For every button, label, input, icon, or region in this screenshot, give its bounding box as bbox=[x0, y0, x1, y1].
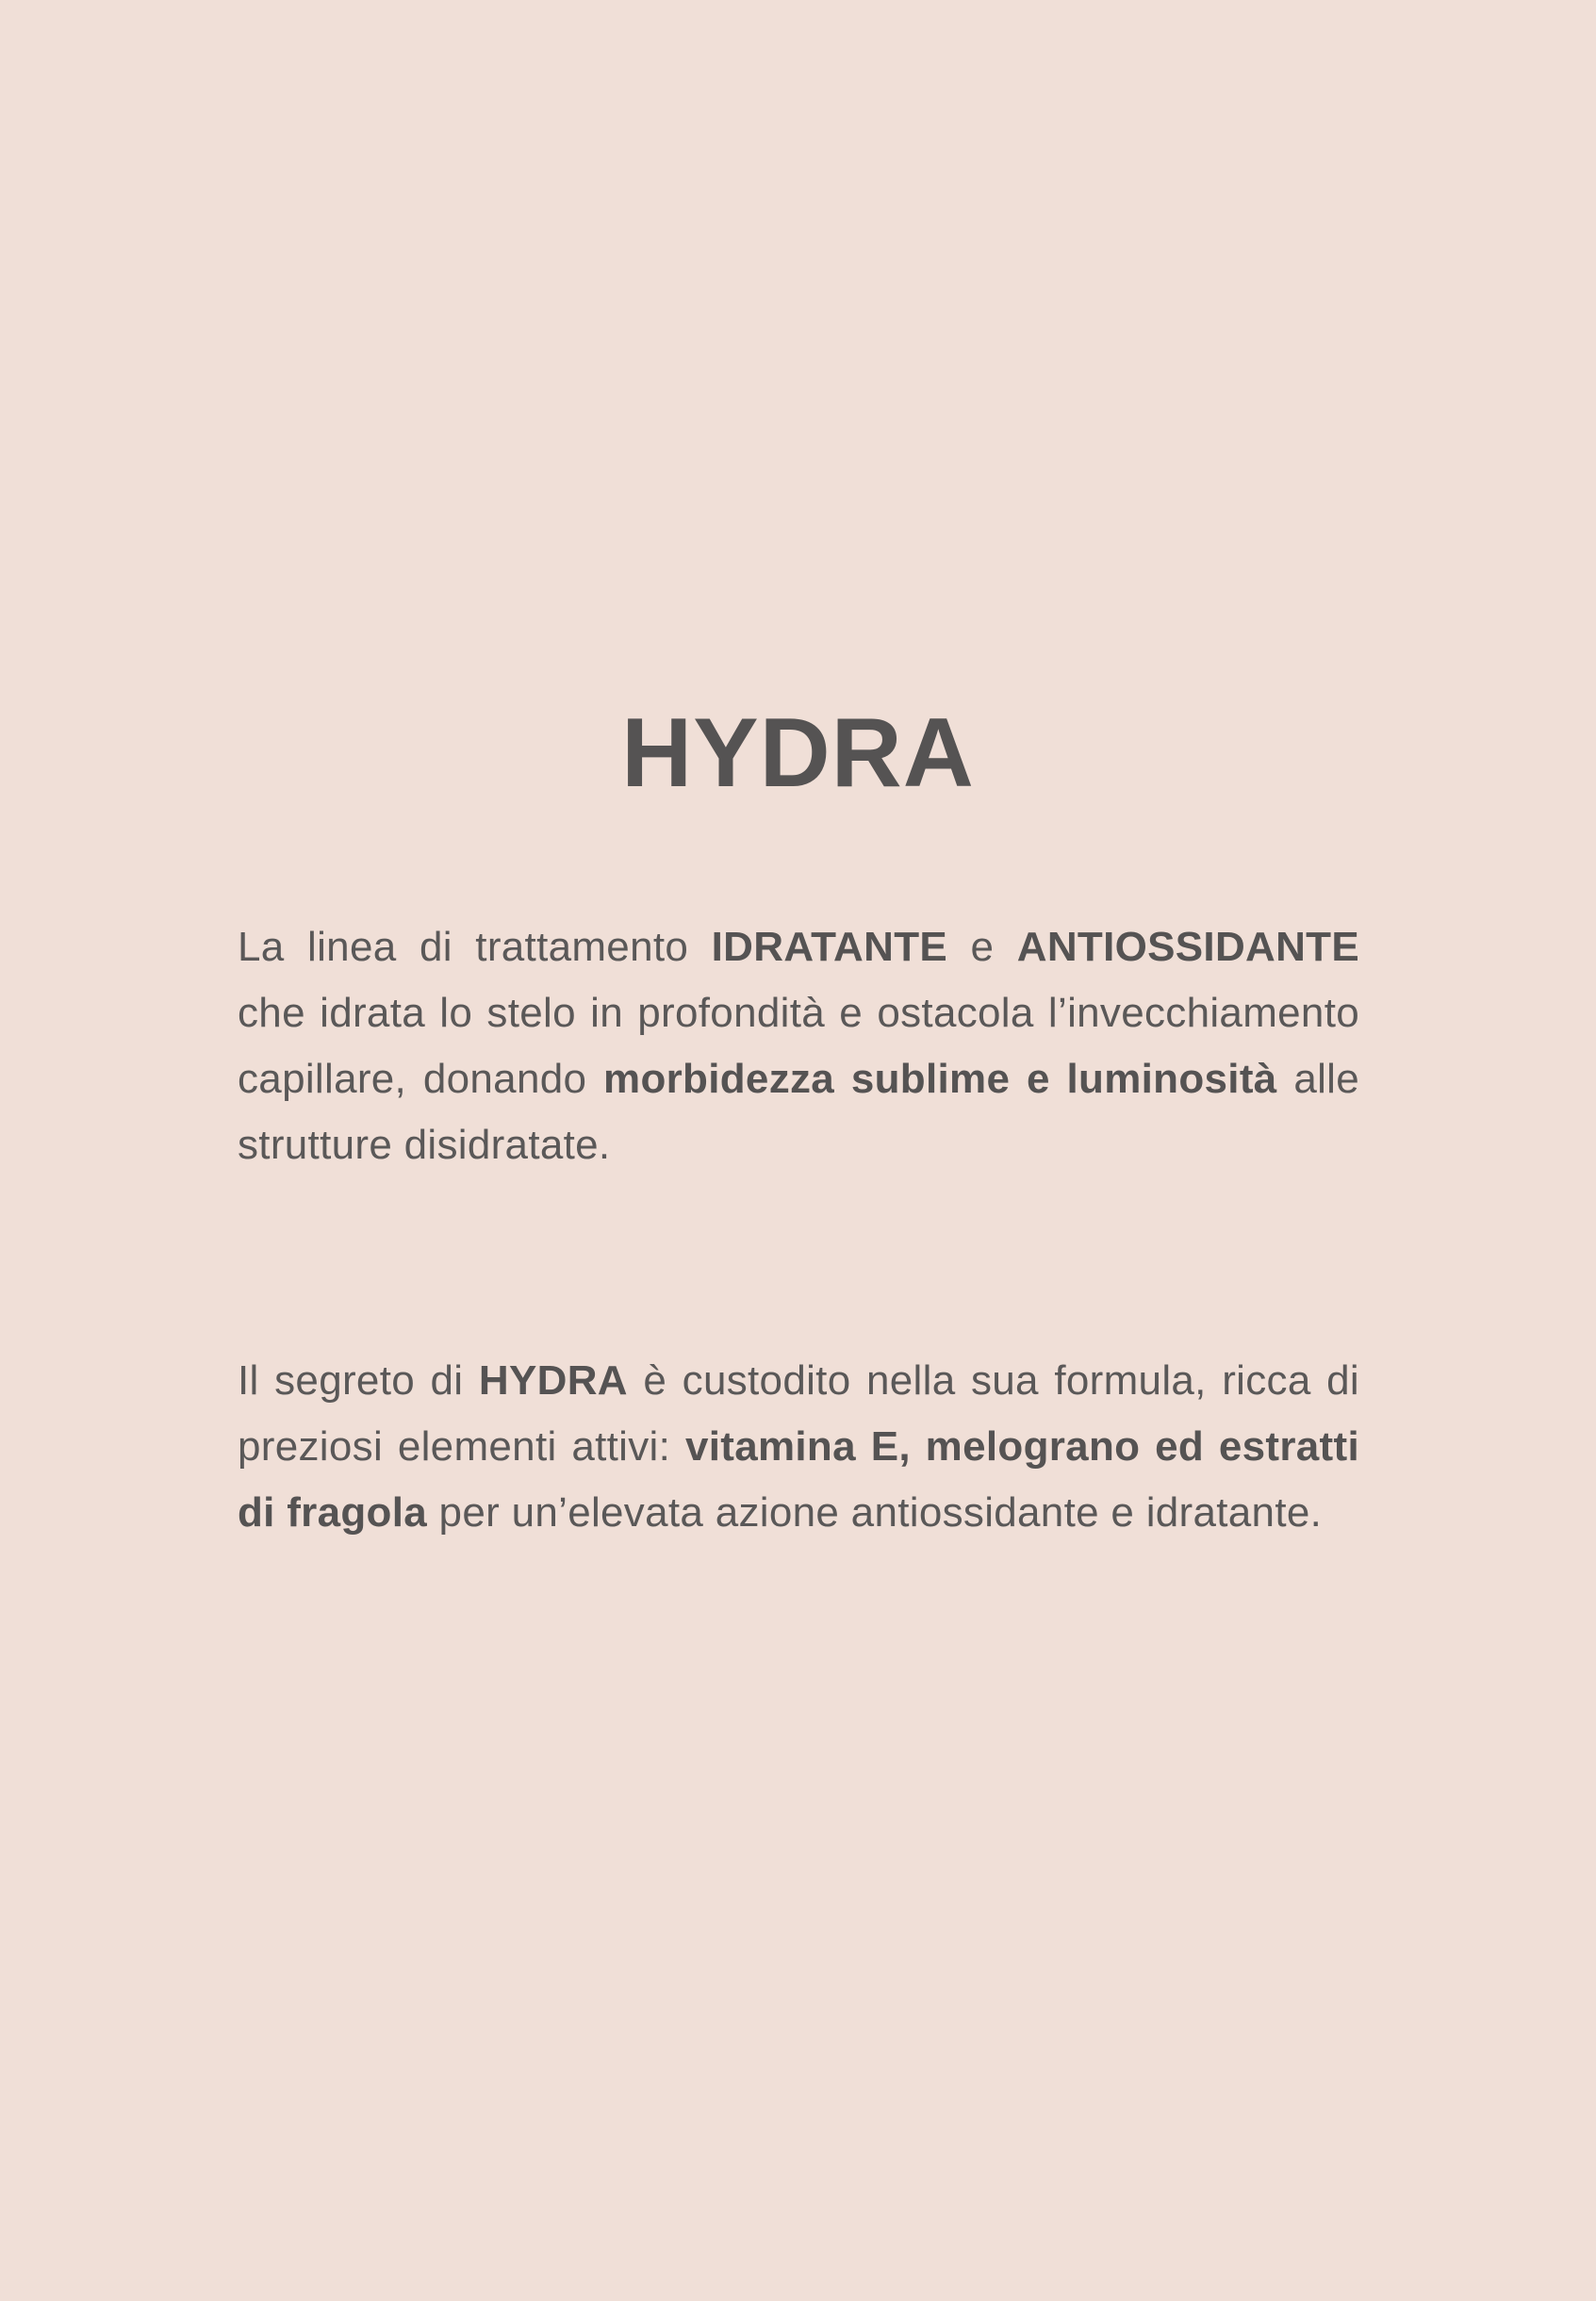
intro-bold-antiossidante: ANTIOSSIDANTE bbox=[1016, 924, 1359, 970]
formula-text-2: è custodito nella sua formula, ricca di preziosi elementi attivi: bbox=[238, 1357, 1359, 1470]
intro-bold-morbidezza: morbidezza sublime e luminosità bbox=[603, 1056, 1277, 1102]
intro-text-1: La linea di trattamento bbox=[238, 924, 712, 970]
intro-text-3: che idrata lo stelo in profondità e ostacola l’invecchiamento capillare, donando bbox=[238, 990, 1359, 1102]
intro-text-2: e bbox=[947, 924, 1017, 970]
intro-text-4: alle strutture disidratate. bbox=[238, 1056, 1360, 1168]
formula-bold-hydra: HYDRA bbox=[478, 1357, 628, 1404]
intro-bold-idratante: IDRATANTE bbox=[711, 924, 948, 970]
formula-bold-ingredients: vitamina E, melograno ed estratti di fragola bbox=[238, 1423, 1359, 1536]
formula-text-3: per un’elevata azione antiossidante e idratante. bbox=[427, 1489, 1323, 1536]
formula-paragraph bbox=[238, 1348, 1359, 1546]
intro-paragraph bbox=[238, 914, 1359, 1178]
page-title: HYDRA bbox=[621, 699, 975, 808]
formula-text-1: Il segreto di bbox=[238, 1357, 479, 1404]
